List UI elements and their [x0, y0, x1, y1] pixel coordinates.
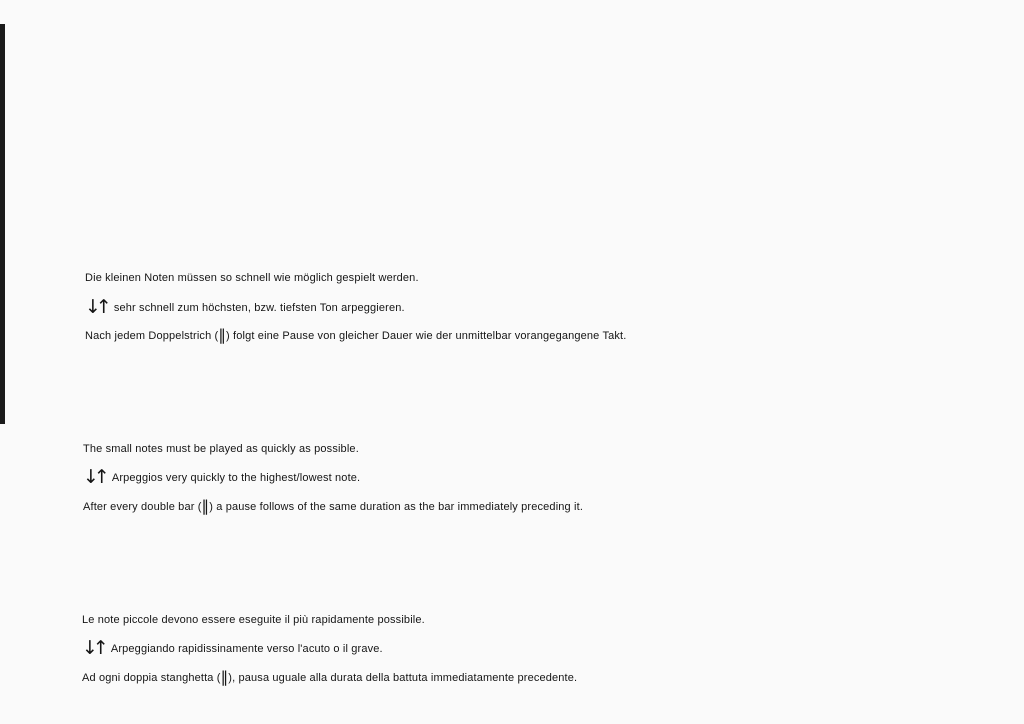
arpeggio-arrows-icon: ↓↑ — [85, 296, 107, 318]
german-line-2 — [85, 296, 405, 318]
italian-line-3 — [82, 670, 577, 685]
double-bar-icon: ‖ — [218, 326, 227, 344]
german-line-3 — [85, 328, 626, 343]
page-edge — [0, 24, 5, 424]
italian-double-bar-text-end: ), pausa uguale alla durata della battuta immediatamente precedente. — [228, 672, 578, 684]
english-arpeggio-text: Arpeggios very quickly to the highest/lowest note. — [111, 472, 361, 484]
italian-line-2 — [82, 637, 383, 659]
arpeggio-arrows-icon: ↓↑ — [83, 466, 105, 488]
english-line-3 — [83, 499, 583, 514]
german-arpeggio-text: sehr schnell zum höchsten, bzw. tiefsten Ton arpeggieren. — [113, 302, 405, 314]
double-bar-icon: ‖ — [201, 497, 210, 515]
italian-arpeggio-text: Arpeggiando rapidissinamente verso l'acuto o il grave. — [110, 643, 383, 655]
italian-line-1 — [82, 613, 425, 627]
english-small-notes-text: The small notes must be played as quickly as possible. — [83, 443, 359, 455]
english-line-1 — [83, 442, 359, 456]
german-small-notes-text: Die kleinen Noten müssen so schnell wie möglich gespielt werden. — [85, 272, 419, 284]
english-double-bar-text-end: ) a pause follows of the same duration as the bar immediately preceding it. — [209, 501, 584, 513]
german-line-1 — [85, 271, 419, 285]
arpeggio-arrows-icon: ↓↑ — [82, 637, 104, 659]
german-double-bar-text-start: Nach jedem Doppelstrich ( — [85, 330, 219, 342]
german-double-bar-text-end: ) folgt eine Pause von gleicher Dauer wie der unmittelbar vorangegangene Takt. — [226, 330, 627, 342]
italian-double-bar-text-start: Ad ogni doppia stanghetta ( — [82, 672, 221, 684]
italian-small-notes-text: Le note piccole devono essere eseguite il più rapidamente possibile. — [82, 614, 425, 626]
double-bar-icon: ‖ — [220, 668, 229, 686]
english-line-2 — [83, 466, 361, 488]
english-double-bar-text-start: After every double bar ( — [83, 501, 202, 513]
